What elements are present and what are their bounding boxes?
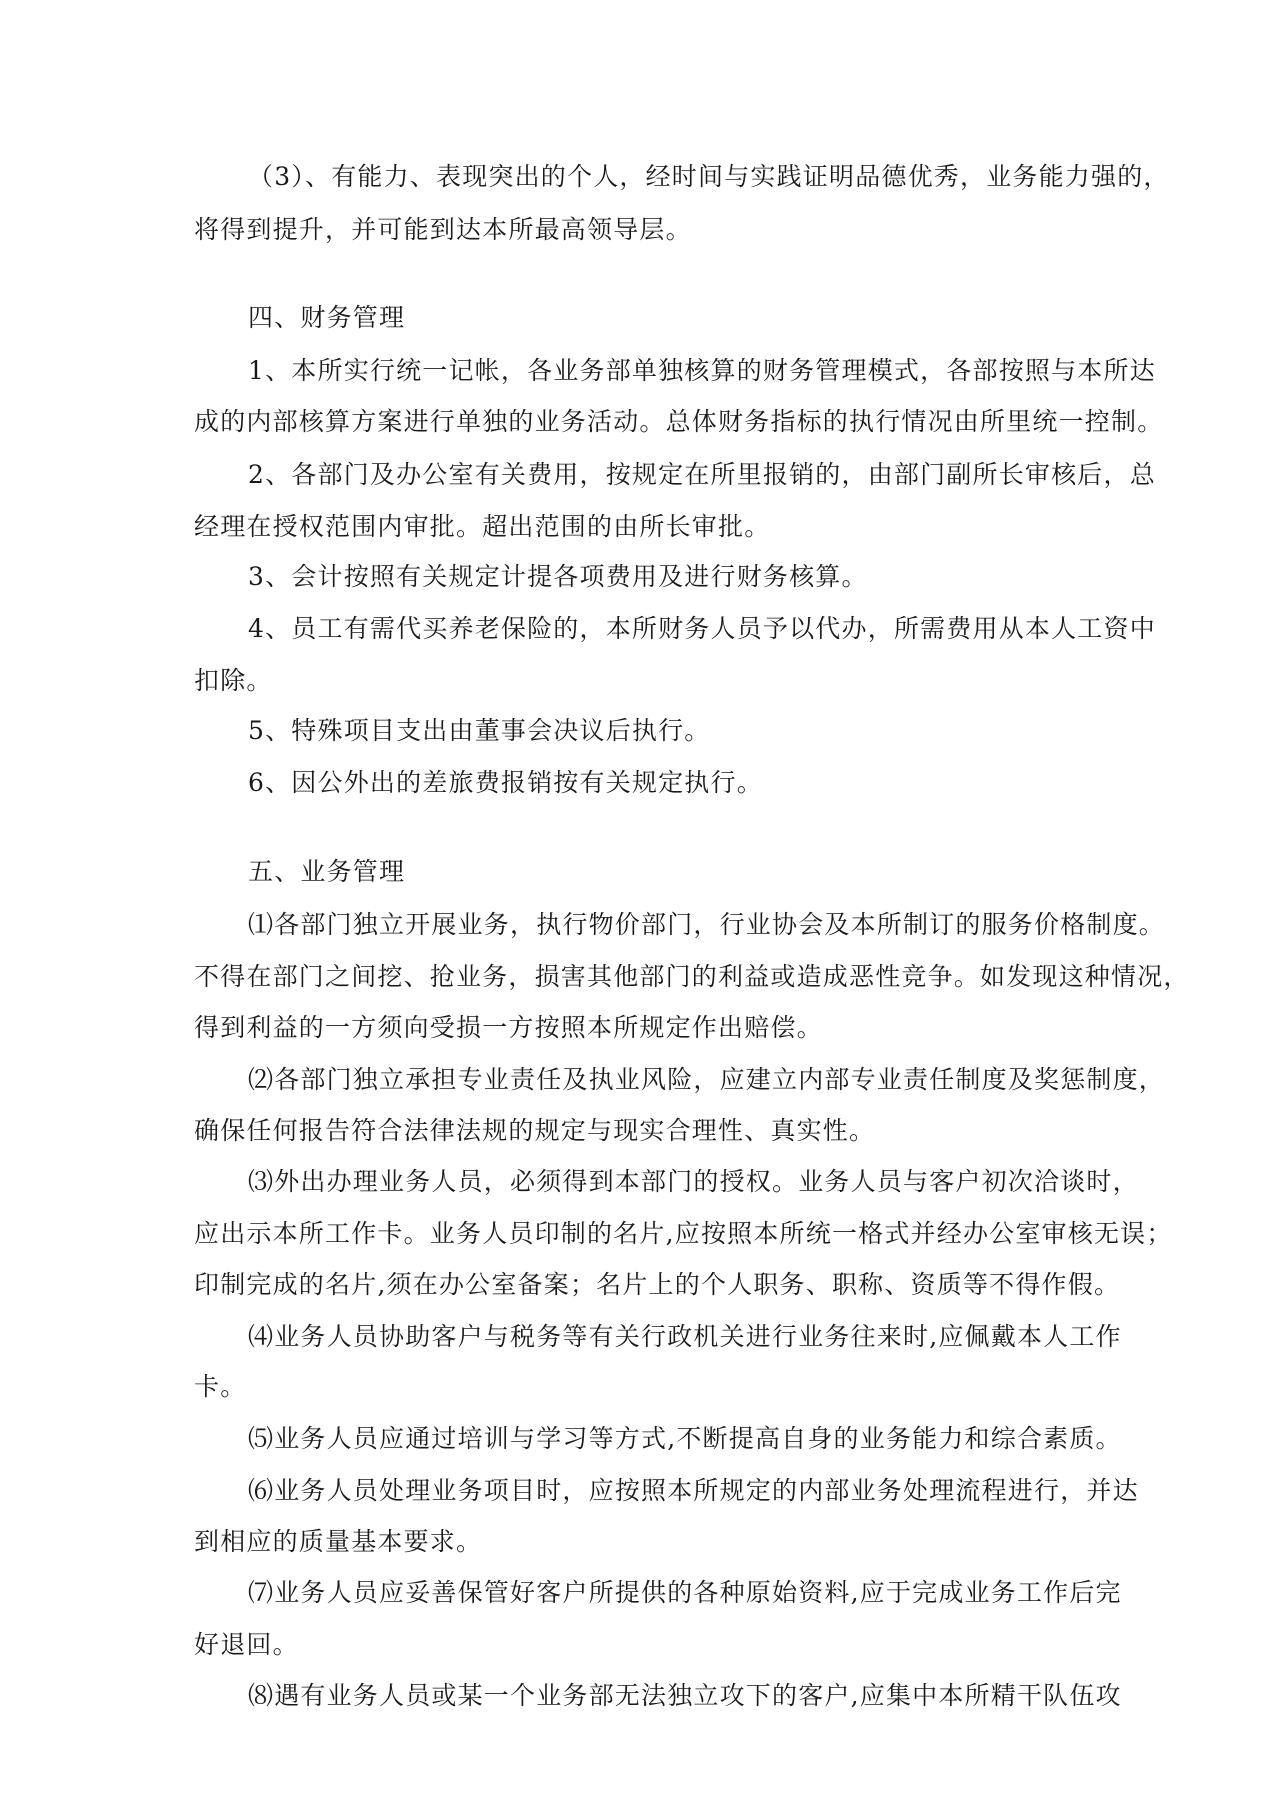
paragraph-line: 将得到提升，并可能到达本所最高领导层。 [194,215,692,244]
paragraph-line: 卡。 [194,1372,247,1401]
paragraph-line: ⑸业务人员应通过培训与学习等方式,不断提高自身的业务能力和综合素质。 [248,1424,1122,1453]
paragraph-line: 经理在授权范围内审批。超出范围的由所长审批。 [194,512,771,541]
paragraph-line: 4、员工有需代买养老保险的，本所财务人员予以代办，所需费用从本人工资中 [248,614,1156,643]
paragraph-line: ⑺业务人员应妥善保管好客户所提供的各种原始资料,应于完成业务工作后完 [248,1578,1122,1607]
paragraph-line: （3）、有能力、表现突出的个人，经时间与实践证明品德优秀，业务能力强的， [248,162,1170,191]
paragraph-line: 得到利益的一方须向受损一方按照本所规定作出赔偿。 [194,1013,823,1042]
paragraph-line: 3、会计按照有关规定计提各项费用及进行财务核算。 [248,562,868,591]
paragraph-line: 成的内部核算方案进行单独的业务活动。总体财务指标的执行情况由所里统一控制。 [194,407,1164,436]
paragraph-line: 不得在部门之间挖、抢业务，损害其他部门的利益或造成恶性竞争。如发现这种情况， [194,962,1190,991]
paragraph-line: 好退回。 [194,1630,299,1659]
paragraph-line: 到相应的质量基本要求。 [194,1527,483,1556]
paragraph-line: 扣除。 [194,666,273,695]
paragraph-line: ⑷业务人员协助客户与税务等有关行政机关进行业务往来时,应佩戴本人工作 [248,1322,1122,1351]
paragraph-line: ⑴各部门独立开展业务，执行物价部门，行业协会及本所制订的服务价格制度。 [248,910,1166,939]
paragraph-line: 2、各部门及办公室有关费用，按规定在所里报销的，由部门副所长审核后，总 [248,460,1156,489]
paragraph-line: 印制完成的名片,须在办公室备案；名片上的个人职务、职称、资质等不得作假。 [194,1270,1121,1299]
paragraph-line: 5、特殊项目支出由董事会决议后执行。 [248,716,711,745]
paragraph-line: ⑹业务人员处理业务项目时，应按照本所规定的内部业务处理流程进行，并达 [248,1476,1139,1505]
paragraph-line: ⑵各部门独立承担专业责任及执业风险，应建立内部专业责任制度及奖惩制度， [248,1065,1166,1094]
section-heading-business: 五、业务管理 [248,857,406,886]
paragraph-line: 6、因公外出的差旅费报销按有关规定执行。 [248,768,763,797]
paragraph-line: 1、本所实行统一记帐，各业务部单独核算的财务管理模式，各部按照与本所达 [248,356,1156,385]
paragraph-line: ⑻遇有业务人员或某一个业务部无法独立攻下的客户,应集中本所精干队伍攻 [248,1681,1122,1710]
paragraph-line: ⑶外出办理业务人员，必须得到本部门的授权。业务人员与客户初次洽谈时， [248,1167,1139,1196]
paragraph-line: 应出示本所工作卡。业务人员印制的名片,应按照本所统一格式并经办公室审核无误； [194,1219,1173,1248]
paragraph-line: 确保任何报告符合法律法规的规定与现实合理性、真实性。 [194,1116,876,1145]
section-heading-finance: 四、财务管理 [248,303,406,332]
